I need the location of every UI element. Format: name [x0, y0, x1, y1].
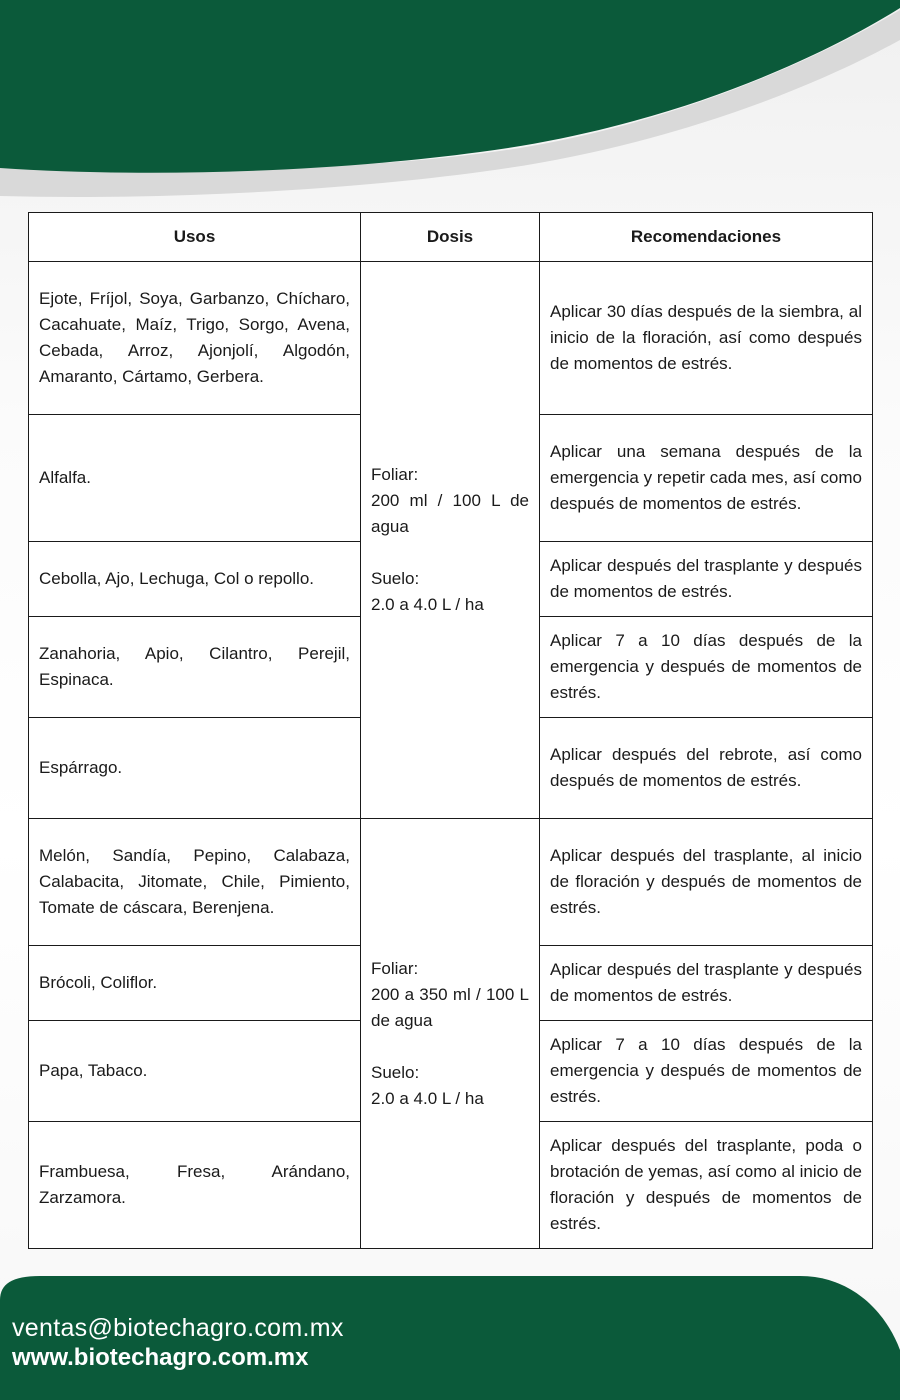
foliar-value: 200 a 350 ml / 100 L de agua: [371, 984, 529, 1030]
header-wave-banner: [0, 0, 900, 210]
recomendacion-cell: Aplicar 7 a 10 días después de la emergencia y después de momentos de estrés.: [540, 1021, 873, 1122]
recomendacion-cell: Aplicar 30 días después de la siembra, al inicio de la floración, así como después de momentos de estrés.: [540, 262, 873, 415]
suelo-label: Suelo:: [371, 1062, 420, 1082]
foliar-label: Foliar:: [371, 465, 419, 484]
usos-cell: Papa, Tabaco.: [29, 1021, 361, 1122]
table-header-row: [29, 213, 873, 262]
recomendacion-cell: Aplicar después del trasplante y después de momentos de estrés.: [540, 542, 873, 617]
recomendacion-cell: Aplicar una semana después de la emergencia y repetir cada mes, así como después de momentos de estrés.: [540, 415, 873, 542]
usage-table: [28, 212, 873, 1249]
suelo-value: 2.0 a 4.0 L / ha: [371, 1088, 484, 1108]
usos-cell: Espárrago.: [29, 718, 361, 819]
header-usos: Usos: [29, 213, 361, 262]
recomendacion-cell: Aplicar después del trasplante y después de momentos de estrés.: [540, 946, 873, 1021]
recomendacion-cell: Aplicar después del trasplante, al inicio de floración y después de momentos de estrés.: [540, 819, 873, 946]
footer-website[interactable]: www.biotechagro.com.mx: [12, 1344, 309, 1371]
usos-cell: Melón, Sandía, Pepino, Calabaza, Calabacita, Jitomate, Chile, Pimiento, Tomate de cáscara, Berenjena.: [29, 819, 361, 946]
recomendacion-cell: Aplicar después del rebrote, así como después de momentos de estrés.: [540, 718, 873, 819]
dose-cell-group-2: [361, 819, 540, 1249]
recomendacion-cell: Aplicar después del trasplante, poda o brotación de yemas, así como al inicio de floración y después de momentos de estrés.: [540, 1122, 873, 1249]
usos-cell: Ejote, Fríjol, Soya, Garbanzo, Chícharo, Cacahuate, Maíz, Trigo, Sorgo, Avena, Cebada, Arroz, Ajonjolí, Algodón, Amaranto, Cártamo, Gerbera.: [29, 262, 361, 415]
header-recomendaciones: Recomendaciones: [540, 213, 873, 262]
usos-cell: Zanahoria, Apio, Cilantro, Perejil, Espinaca.: [29, 617, 361, 718]
header-dosis: Dosis: [361, 213, 540, 262]
foliar-label: Foliar:: [371, 958, 419, 978]
foliar-value: 200 ml / 100 L de agua: [371, 491, 529, 536]
usos-cell: Alfalfa.: [29, 415, 361, 542]
footer-email[interactable]: ventas@biotechagro.com.mx: [12, 1314, 344, 1342]
table-row: [29, 819, 873, 946]
suelo-label: Suelo:: [371, 569, 420, 588]
usos-cell: Cebolla, Ajo, Lechuga, Col o repollo.: [29, 542, 361, 617]
recomendacion-cell: Aplicar 7 a 10 días después de la emergencia y después de momentos de estrés.: [540, 617, 873, 718]
suelo-value: 2.0 a 4.0 L / ha: [371, 595, 484, 614]
usos-cell: Brócoli, Coliflor.: [29, 946, 361, 1021]
dose-cell-group-1: [361, 262, 540, 819]
table-row: [29, 262, 873, 415]
usos-cell: Frambuesa, Fresa, Arándano, Zarzamora.: [29, 1122, 361, 1249]
